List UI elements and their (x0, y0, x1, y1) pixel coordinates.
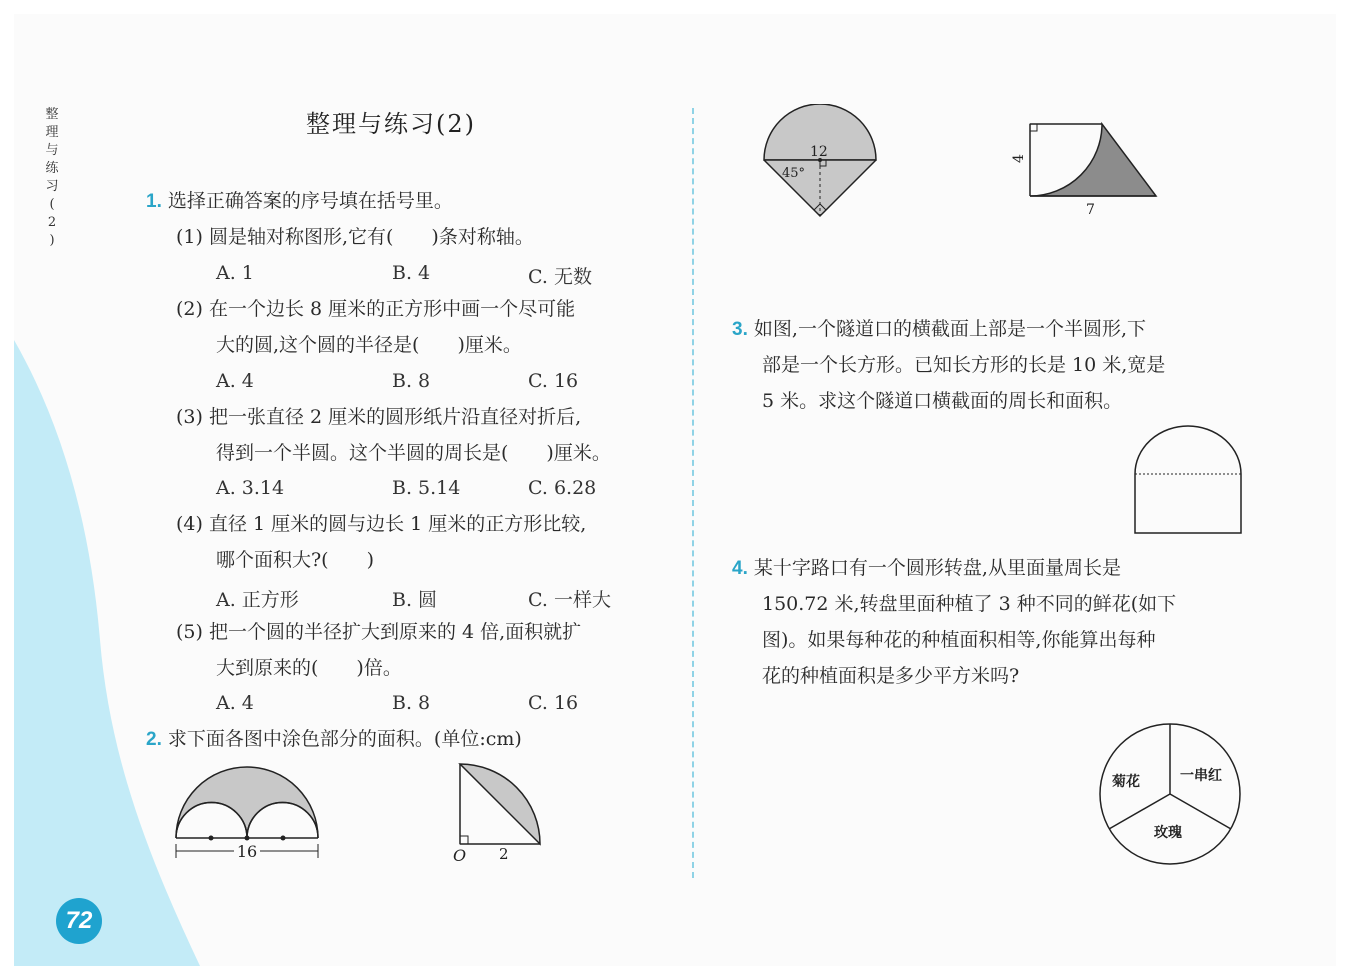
q4-line2: 150.72 米,转盘里面种植了 3 种不同的鲜花(如下 (762, 593, 1177, 615)
side-title-char: ) (49, 233, 55, 248)
roundabout-divider (1109, 794, 1170, 829)
tunnel-outline (1135, 426, 1241, 533)
q1-item2-option-b: B. 8 (392, 370, 431, 392)
side-title-char: 理 (45, 125, 59, 140)
q1-item5-option-a: A. 4 (216, 692, 254, 714)
q1-item5-option-b: B. 8 (392, 692, 431, 714)
side-title-char: ( (49, 197, 55, 212)
fig1-shaded-region (176, 767, 318, 838)
center-divider (692, 108, 694, 878)
fig1-center-dot (209, 836, 214, 841)
roundabout-figure (1094, 718, 1246, 870)
page-title: 整理与练习(2) (306, 110, 476, 138)
q1-item2-line1: (2) 在一个边长 8 厘米的正方形中画一个尽可能 (176, 298, 576, 320)
fig4-bottom-label: 7 (1086, 202, 1095, 218)
q1-item1-line1: (1) 圆是轴对称图形,它有( )条对称轴。 (176, 226, 534, 248)
q4-line1 (732, 557, 1121, 580)
q1-item3-line2: 得到一个半圆。这个半圆的周长是( )厘米。 (216, 442, 611, 464)
fig4-shaded-region (1030, 124, 1156, 196)
q2-text: 求下面各图中涂色部分的面积。(单位:cm) (167, 728, 522, 750)
fig1-center-dot (281, 836, 286, 841)
q1-item4-option-c: C. 一样大 (528, 589, 611, 611)
q3-line3: 5 米。求这个隧道口横截面的周长和面积。 (762, 390, 1123, 412)
q1-item4-option-a: A. 正方形 (216, 589, 299, 611)
fig3-top-label: 12 (810, 144, 828, 160)
fig2-radius-label: 2 (499, 845, 509, 863)
side-title-char: 练 (45, 161, 59, 176)
q1-item4-line1: (4) 直径 1 厘米的圆与边长 1 厘米的正方形比较, (176, 513, 587, 535)
flower-label-salvia: 一串红 (1180, 768, 1222, 784)
q1-item5-line1: (5) 把一个圆的半径扩大到原来的 4 倍,面积就扩 (176, 621, 582, 643)
q1-heading (146, 190, 453, 213)
q1-item2-option-c: C. 16 (528, 370, 579, 392)
q1-item3-option-a: A. 3.14 (216, 477, 285, 499)
q3-line2: 部是一个长方形。已知长方形的长是 10 米,宽是 (762, 354, 1166, 376)
side-title-char: 整 (45, 107, 59, 122)
q1-text: 选择正确答案的序号填在括号里。 (167, 190, 453, 212)
q4-line4: 花的种植面积是多少平方米吗? (762, 665, 1020, 687)
q1-item4-option-b: B. 圆 (392, 589, 438, 611)
q1-number: 1. (146, 191, 162, 212)
q3-text-line1: 如图,一个隧道口的横截面上部是一个半圆形,下 (753, 318, 1146, 340)
page-number-badge: 72 (56, 898, 102, 944)
side-title-char: 与 (45, 143, 59, 158)
q1-item3-line1: (3) 把一张直径 2 厘米的圆形纸片沿直径对折后, (176, 406, 582, 428)
side-title-char: 2 (47, 215, 57, 230)
side-title-char: 习 (45, 179, 59, 194)
flower-label-chrysanthemum: 菊花 (1112, 774, 1140, 790)
q1-item3-option-b: B. 5.14 (392, 477, 461, 499)
flower-label-rose: 玫瑰 (1154, 825, 1182, 841)
q2-figure-4 (1006, 116, 1166, 220)
q4-number: 4. (732, 558, 748, 579)
fig3-angle-label: 45° (782, 166, 806, 181)
fig4-right-angle (1030, 124, 1037, 131)
q1-item1-option-c: C. 无数 (528, 266, 592, 288)
q3-number: 3. (732, 319, 748, 340)
tunnel-figure (1128, 420, 1248, 540)
q1-item3-option-c: C. 6.28 (528, 477, 597, 499)
q2-figure-3 (756, 104, 886, 228)
q2-number: 2. (146, 729, 162, 750)
fig4-side-label: 4 (1011, 154, 1027, 163)
roundabout-divider (1170, 794, 1231, 829)
q2-figure-1 (166, 760, 336, 870)
q1-item1-option-b: B. 4 (392, 262, 431, 284)
fig2-shaded-segment (460, 764, 540, 844)
q2-figure-2 (446, 760, 556, 870)
side-title (42, 106, 62, 250)
fig1-center-dot (245, 836, 250, 841)
q2-heading (146, 728, 522, 751)
q4-line3: 图)。如果每种花的种植面积相等,你能算出每种 (762, 629, 1156, 651)
q1-item1-option-a: A. 1 (216, 262, 254, 284)
q1-item4-line2: 哪个面积大?( ) (216, 549, 375, 571)
fig1-label: 16 (236, 842, 258, 861)
q4-text-line1: 某十字路口有一个圆形转盘,从里面量周长是 (753, 557, 1121, 579)
q1-item5-option-c: C. 16 (528, 692, 579, 714)
fig2-origin-label: O (453, 846, 467, 865)
q1-item2-line2: 大的圆,这个圆的半径是( )厘米。 (216, 334, 522, 356)
fig2-right-angle (460, 836, 468, 844)
q1-item5-line2: 大到原来的( )倍。 (216, 657, 402, 679)
q3-line1 (732, 318, 1146, 341)
q1-item2-option-a: A. 4 (216, 370, 254, 392)
